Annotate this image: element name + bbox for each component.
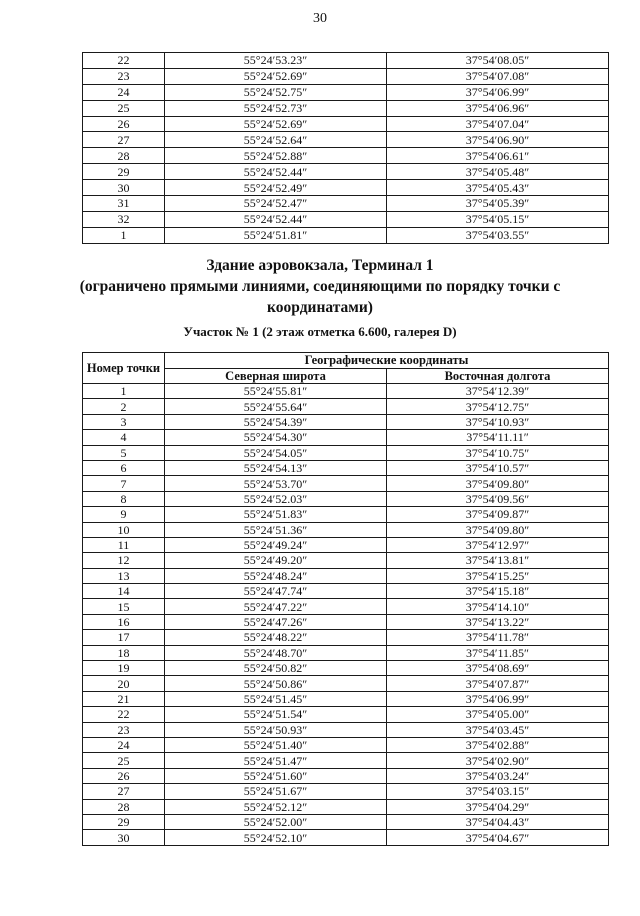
table-row	[83, 445, 609, 460]
table-row	[83, 614, 609, 629]
page-number: 30	[313, 11, 327, 26]
latitude-cell: 55°24′51.81″	[165, 227, 387, 243]
heading-line-1: Здание аэровокзала, Терминал 1	[206, 257, 434, 274]
point-number-cell: 18	[83, 645, 165, 660]
point-number-cell: 29	[83, 164, 165, 180]
table-row	[83, 507, 609, 522]
longitude-cell: 37°54′04.43″	[387, 814, 609, 829]
table-row	[83, 799, 609, 814]
longitude-cell: 37°54′06.96″	[387, 100, 609, 116]
point-number-cell: 25	[83, 100, 165, 116]
point-number-cell: 23	[83, 68, 165, 84]
latitude-cell: 55°24′48.22″	[165, 630, 387, 645]
point-number-cell: 10	[83, 522, 165, 537]
point-number-cell: 17	[83, 630, 165, 645]
latitude-cell: 55°24′52.49″	[165, 180, 387, 196]
table-row	[83, 537, 609, 552]
table-row	[83, 84, 609, 100]
longitude-cell: 37°54′11.78″	[387, 630, 609, 645]
point-number-cell: 16	[83, 614, 165, 629]
longitude-cell: 37°54′08.05″	[387, 53, 609, 69]
table-row	[83, 399, 609, 414]
point-number-cell: 30	[83, 830, 165, 845]
table-row	[83, 414, 609, 429]
point-number-cell: 24	[83, 737, 165, 752]
point-number-header: Номер точки	[83, 353, 165, 384]
longitude-cell: 37°54′12.39″	[387, 384, 609, 399]
table-row	[83, 68, 609, 84]
longitude-cell: 37°54′14.10″	[387, 599, 609, 614]
table-row	[83, 460, 609, 475]
longitude-cell: 37°54′13.22″	[387, 614, 609, 629]
longitude-cell: 37°54′12.75″	[387, 399, 609, 414]
point-number-cell: 30	[83, 180, 165, 196]
longitude-cell: 37°54′07.04″	[387, 116, 609, 132]
point-number-cell: 29	[83, 814, 165, 829]
latitude-cell: 55°24′52.03″	[165, 491, 387, 506]
latitude-cell: 55°24′49.24″	[165, 537, 387, 552]
latitude-cell: 55°24′51.36″	[165, 522, 387, 537]
longitude-cell: 37°54′06.90″	[387, 132, 609, 148]
latitude-cell: 55°24′49.20″	[165, 553, 387, 568]
longitude-cell: 37°54′15.18″	[387, 584, 609, 599]
longitude-cell: 37°54′04.29″	[387, 799, 609, 814]
latitude-cell: 55°24′52.10″	[165, 830, 387, 845]
table-row	[83, 568, 609, 583]
table-row	[83, 100, 609, 116]
longitude-cell: 37°54′02.88″	[387, 737, 609, 752]
latitude-cell: 55°24′50.86″	[165, 676, 387, 691]
latitude-cell: 55°24′54.05″	[165, 445, 387, 460]
coordinates-table-body	[83, 384, 609, 846]
latitude-cell: 55°24′52.64″	[165, 132, 387, 148]
longitude-cell: 37°54′06.99″	[387, 691, 609, 706]
longitude-cell: 37°54′05.48″	[387, 164, 609, 180]
geo-coordinates-header: Географические координаты	[165, 353, 609, 369]
longitude-cell: 37°54′03.15″	[387, 784, 609, 799]
longitude-cell: 37°54′08.69″	[387, 661, 609, 676]
longitude-cell: 37°54′05.43″	[387, 180, 609, 196]
table-row	[83, 814, 609, 829]
longitude-cell: 37°54′11.11″	[387, 430, 609, 445]
point-number-cell: 20	[83, 676, 165, 691]
table-row	[83, 722, 609, 737]
latitude-cell: 55°24′52.00″	[165, 814, 387, 829]
latitude-cell: 55°24′51.67″	[165, 784, 387, 799]
longitude-cell: 37°54′10.75″	[387, 445, 609, 460]
latitude-cell: 55°24′47.26″	[165, 614, 387, 629]
point-number-cell: 26	[83, 116, 165, 132]
latitude-cell: 55°24′52.47″	[165, 196, 387, 212]
latitude-cell: 55°24′55.64″	[165, 399, 387, 414]
table-row	[83, 753, 609, 768]
point-number-cell: 19	[83, 661, 165, 676]
longitude-cell: 37°54′09.80″	[387, 476, 609, 491]
table-row	[83, 227, 609, 243]
point-number-cell: 23	[83, 722, 165, 737]
longitude-cell: 37°54′05.39″	[387, 196, 609, 212]
table-row	[83, 430, 609, 445]
longitude-cell: 37°54′11.85″	[387, 645, 609, 660]
point-number-cell: 14	[83, 584, 165, 599]
table-row	[83, 180, 609, 196]
longitude-cell: 37°54′05.00″	[387, 707, 609, 722]
latitude-cell: 55°24′51.40″	[165, 737, 387, 752]
longitude-cell: 37°54′07.08″	[387, 68, 609, 84]
longitude-cell: 37°54′05.15″	[387, 211, 609, 227]
point-number-cell: 27	[83, 132, 165, 148]
point-number-cell: 27	[83, 784, 165, 799]
point-number-cell: 3	[83, 414, 165, 429]
table-row	[83, 661, 609, 676]
table-row	[83, 384, 609, 399]
point-number-cell: 2	[83, 399, 165, 414]
latitude-cell: 55°24′54.13″	[165, 460, 387, 475]
longitude-cell: 37°54′12.97″	[387, 537, 609, 552]
latitude-cell: 55°24′52.69″	[165, 116, 387, 132]
longitude-cell: 37°54′03.55″	[387, 227, 609, 243]
point-number-cell: 1	[83, 384, 165, 399]
longitude-cell: 37°54′09.87″	[387, 507, 609, 522]
latitude-cell: 55°24′51.45″	[165, 691, 387, 706]
table-row	[83, 116, 609, 132]
section-subheading: Участок № 1 (2 этаж отметка 6.600, галерея D)	[183, 324, 457, 339]
coordinates-table-continued	[82, 52, 609, 244]
latitude-cell: 55°24′51.54″	[165, 707, 387, 722]
table-row	[83, 768, 609, 783]
latitude-cell: 55°24′55.81″	[165, 384, 387, 399]
latitude-cell: 55°24′52.69″	[165, 68, 387, 84]
longitude-cell: 37°54′07.87″	[387, 676, 609, 691]
latitude-cell: 55°24′52.88″	[165, 148, 387, 164]
table-row	[83, 676, 609, 691]
point-number-cell: 5	[83, 445, 165, 460]
latitude-cell: 55°24′51.60″	[165, 768, 387, 783]
table-row	[83, 737, 609, 752]
longitude-cell: 37°54′03.45″	[387, 722, 609, 737]
latitude-cell: 55°24′53.70″	[165, 476, 387, 491]
table-row	[83, 691, 609, 706]
table-row	[83, 164, 609, 180]
point-number-cell: 32	[83, 211, 165, 227]
coordinates-table-body	[83, 53, 609, 244]
table-row	[83, 211, 609, 227]
latitude-cell: 55°24′51.83″	[165, 507, 387, 522]
north-latitude-header: Северная широта	[165, 368, 387, 384]
table-row	[83, 584, 609, 599]
point-number-cell: 25	[83, 753, 165, 768]
table-row	[83, 196, 609, 212]
latitude-cell: 55°24′48.70″	[165, 645, 387, 660]
heading-line-2: (ограничено прямыми линиями, соединяющими по порядку точки с	[79, 278, 561, 295]
point-number-cell: 7	[83, 476, 165, 491]
latitude-cell: 55°24′48.24″	[165, 568, 387, 583]
longitude-cell: 37°54′10.57″	[387, 460, 609, 475]
table-row	[83, 148, 609, 164]
table-row	[83, 522, 609, 537]
table-row	[83, 630, 609, 645]
latitude-cell: 55°24′51.47″	[165, 753, 387, 768]
longitude-cell: 37°54′15.25″	[387, 568, 609, 583]
point-number-cell: 24	[83, 84, 165, 100]
table-row	[83, 53, 609, 69]
table-row	[83, 476, 609, 491]
point-number-cell: 15	[83, 599, 165, 614]
longitude-cell: 37°54′13.81″	[387, 553, 609, 568]
latitude-cell: 55°24′52.75″	[165, 84, 387, 100]
longitude-cell: 37°54′04.67″	[387, 830, 609, 845]
heading-line-3: координатами)	[267, 299, 373, 316]
point-number-cell: 8	[83, 491, 165, 506]
table-row	[83, 784, 609, 799]
point-number-cell: 13	[83, 568, 165, 583]
latitude-cell: 55°24′50.93″	[165, 722, 387, 737]
longitude-cell: 37°54′10.93″	[387, 414, 609, 429]
header-row	[83, 353, 609, 369]
longitude-cell: 37°54′03.24″	[387, 768, 609, 783]
coordinates-table-section-1	[82, 352, 609, 846]
point-number-cell: 12	[83, 553, 165, 568]
latitude-cell: 55°24′47.74″	[165, 584, 387, 599]
latitude-cell: 55°24′52.73″	[165, 100, 387, 116]
point-number-cell: 4	[83, 430, 165, 445]
point-number-cell: 9	[83, 507, 165, 522]
table-row	[83, 830, 609, 845]
point-number-cell: 28	[83, 799, 165, 814]
latitude-cell: 55°24′54.30″	[165, 430, 387, 445]
latitude-cell: 55°24′50.82″	[165, 661, 387, 676]
longitude-cell: 37°54′06.61″	[387, 148, 609, 164]
table-row	[83, 599, 609, 614]
point-number-cell: 28	[83, 148, 165, 164]
latitude-cell: 55°24′47.22″	[165, 599, 387, 614]
longitude-cell: 37°54′02.90″	[387, 753, 609, 768]
longitude-cell: 37°54′09.56″	[387, 491, 609, 506]
coordinates-table-header	[83, 353, 609, 384]
latitude-cell: 55°24′52.44″	[165, 164, 387, 180]
table-row	[83, 553, 609, 568]
longitude-cell: 37°54′06.99″	[387, 84, 609, 100]
point-number-cell: 31	[83, 196, 165, 212]
east-longitude-header: Восточная долгота	[387, 368, 609, 384]
latitude-cell: 55°24′52.44″	[165, 211, 387, 227]
point-number-cell: 26	[83, 768, 165, 783]
section-heading	[60, 255, 580, 318]
point-number-cell: 21	[83, 691, 165, 706]
latitude-cell: 55°24′52.12″	[165, 799, 387, 814]
table-row	[83, 645, 609, 660]
point-number-cell: 1	[83, 227, 165, 243]
latitude-cell: 55°24′54.39″	[165, 414, 387, 429]
point-number-cell: 22	[83, 707, 165, 722]
table-row	[83, 491, 609, 506]
point-number-cell: 6	[83, 460, 165, 475]
table-row	[83, 132, 609, 148]
longitude-cell: 37°54′09.80″	[387, 522, 609, 537]
point-number-cell: 11	[83, 537, 165, 552]
table-row	[83, 707, 609, 722]
point-number-cell: 22	[83, 53, 165, 69]
latitude-cell: 55°24′53.23″	[165, 53, 387, 69]
